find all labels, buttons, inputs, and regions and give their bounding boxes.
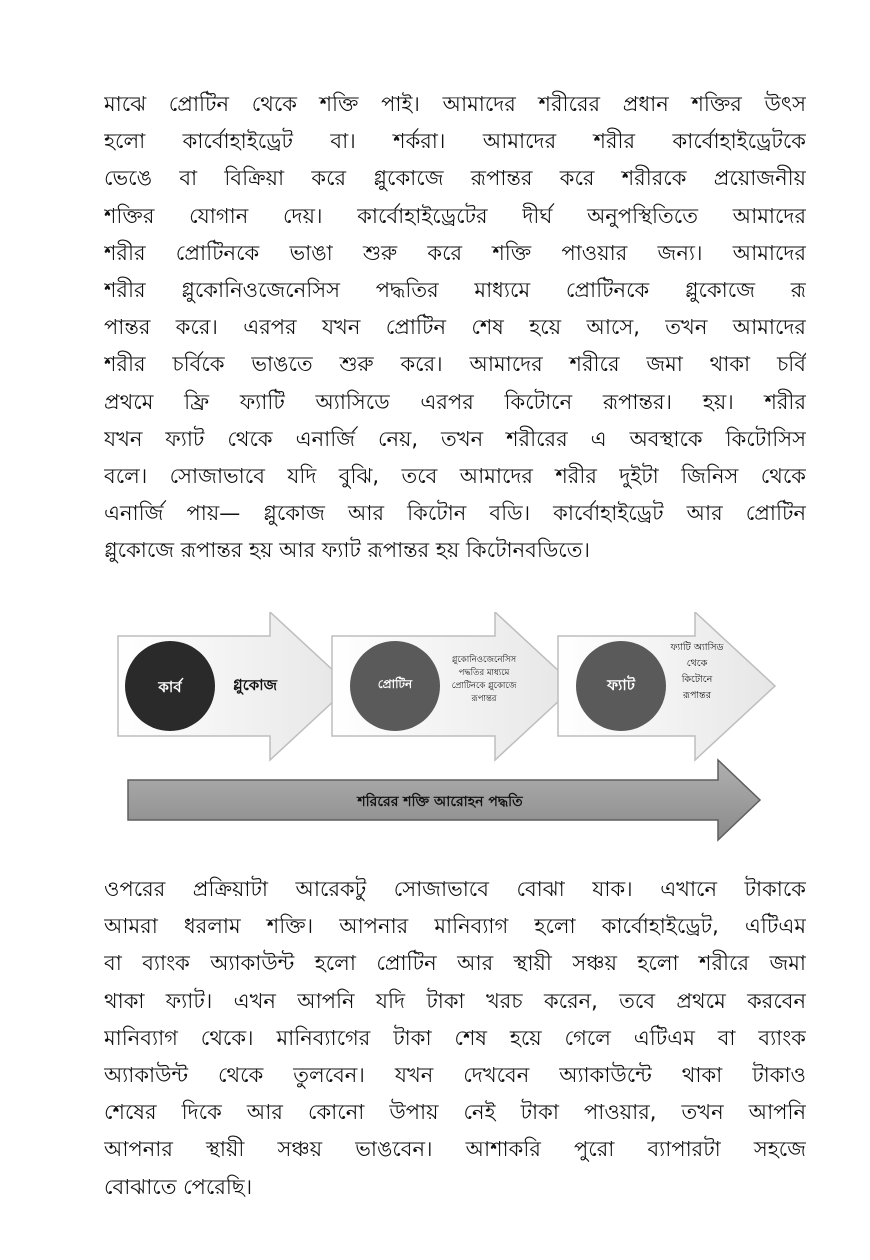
step-text-line: গ্লুকোজ — [232, 676, 278, 694]
text-line: শক্তির যোগান দেয়। কার্বোহাইড্রেটের দীর্ঘ অনুপস্থিতিতে আমাদের — [104, 203, 806, 228]
text-line: ওপরের প্রক্রিয়াটা আরেকটু সোজাভাবে বোঝা যাক। এখানে টাকাকে — [104, 877, 806, 901]
energy-pathway-diagram — [110, 612, 790, 842]
text-line: অ্যাকাউন্ট থেকে তুলবেন। যখন দেখবেন অ্যাকাউন্টে থাকা টাকাও — [104, 1062, 806, 1087]
step-text-line: রূপান্তর — [471, 694, 497, 704]
circle-label-fat: ফ্যাট — [607, 676, 635, 694]
energy-arrow-label: শরিরের শক্তি আরোহন পদ্ধতি — [357, 794, 523, 810]
text-line: হলো কার্বোহাইড্রেট বা। শর্করা। আমাদের শরীর কার্বোহাইড্রেটকে — [104, 129, 806, 154]
text-line: শরীর চর্বিকে ভাঙতে শুরু করে। আমাদের শরীরে জমা থাকা চর্বি — [104, 352, 806, 377]
text-line: শরীর গ্লুকোনিওজেনেসিস পদ্ধতির মাধ্যমে প্রোটিনকে গ্লুকোজে রূ — [104, 277, 806, 302]
paragraph-bottom — [104, 871, 806, 1206]
text-line: শরীর প্রোটিনকে ভাঙা শুরু করে শক্তি পাওয়ার জন্য। আমাদের — [104, 240, 806, 265]
step-text-protein — [434, 654, 534, 706]
text-line: পান্তর করে। এরপর যখন প্রোটিন শেষ হয়ে আসে, তখন আমাদের — [104, 315, 806, 340]
text-line: মাঝে প্রোটিন থেকে শক্তি পাই। আমাদের শরীরের প্রধান শক্তির উৎস — [104, 92, 806, 116]
text-line: ভেঙে বা বিক্রিয়া করে গ্লুকোজে রূপান্তর করে শরীরকে প্রয়োজনীয় — [104, 166, 806, 191]
step-text-carb — [220, 674, 290, 699]
text-line: বোঝাতে পেরেছি। — [104, 1174, 253, 1199]
step-text-line: ফ্যাটি অ্যাসিড — [670, 642, 724, 653]
text-line: গ্লুকোজে রূপান্তর হয় আর ফ্যাট রূপান্তর হয় কিটোনবডিতে। — [104, 538, 591, 563]
text-line: এনার্জি পায়— গ্লুকোজ আর কিটোন বডি। কার্বোহাইড্রেট আর প্রোটিন — [104, 501, 806, 526]
text-line: প্রথমে ফ্রি ফ্যাটি অ্যাসিডে এরপর কিটোনে রূপান্তর। হয়। শরীর — [104, 389, 806, 414]
text-line: আপনার স্থায়ী সঞ্চয় ভাঙবেন। আশাকরি পুরো ব্যাপারটা সহজে — [104, 1137, 806, 1162]
text-line: বা ব্যাংক অ্যাকাউন্ট হলো প্রোটিন আর স্থায়ী সঞ্চয় হলো শরীরে জমা — [104, 951, 806, 976]
step-text-line: পদ্ধতির মাধ্যমে — [458, 668, 510, 678]
circle-label-protein: প্রোটিন — [377, 677, 413, 691]
circle-label-carb: কার্ব — [158, 678, 182, 696]
text-line: থাকা ফ্যাট। এখন আপনি যদি টাকা খরচ করেন, তবে প্রথমে করবেন — [104, 988, 806, 1013]
text-line: যখন ফ্যাট থেকে এনার্জি নেয়, তখন শরীরের এ অবস্থাকে কিটোসিস — [104, 426, 806, 451]
paragraph-top — [104, 86, 806, 569]
text-line: বলে। সোজাভাবে যদি বুঝি, তবে আমাদের শরীর দুইটা জিনিস থেকে — [104, 463, 806, 488]
text-line: মানিব্যাগ থেকে। মানিব্যাগের টাকা শেষ হয়ে গেলে এটিএম বা ব্যাংক — [104, 1025, 806, 1050]
step-text-line: কিটোনে — [681, 674, 713, 685]
text-line: শেষের দিকে আর কোনো উপায় নেই টাকা পাওয়ার, তখন আপনি — [104, 1100, 806, 1125]
step-text-fat — [642, 640, 752, 704]
step-text-line: রূপান্তর — [683, 690, 711, 701]
step-text-line: থেকে — [686, 658, 708, 669]
step-text-line: গ্লুকোনিওজেনেসিস — [451, 655, 517, 665]
step-text-line: প্রোটিনকে গ্লুকোজে — [451, 681, 517, 691]
text-line: আমরা ধরলাম শক্তি। আপনার মানিব্যাগ হলো কার্বোহাইড্রেট, এটিএম — [104, 914, 806, 939]
